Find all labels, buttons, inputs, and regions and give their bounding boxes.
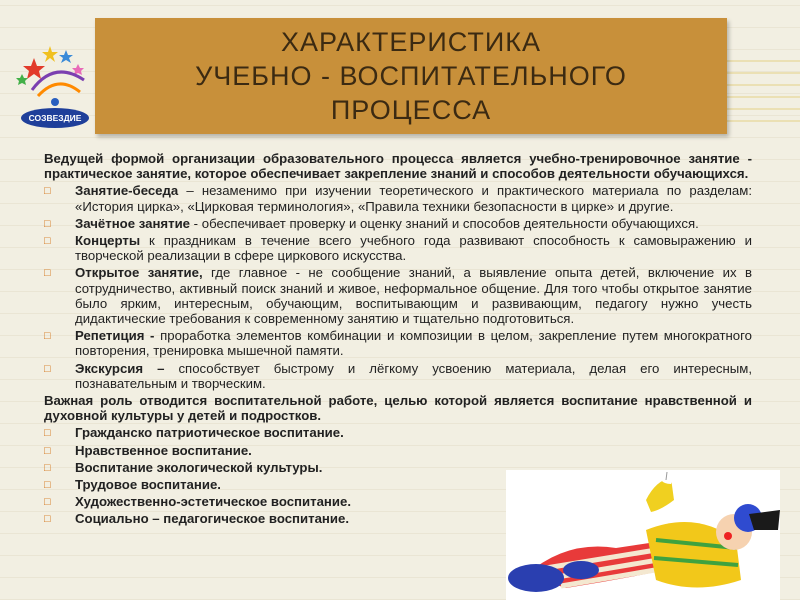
item-term: Концерты <box>75 233 141 249</box>
bullet-icon: □ <box>44 461 51 474</box>
bullet-icon: □ <box>44 217 51 230</box>
upbringing-text: Трудовое воспитание. <box>75 477 221 493</box>
item-text: – незаменимо при изучении теоретического и практического материала по разделам: «История цирка», «Цирковая терминология», «Правила техники безопасности в цирке» и другие. <box>75 183 752 214</box>
item-text: к праздникам в течение всего учебного года развивают способность к самовыражению и творческой реализации в сфере циркового искусства. <box>75 233 752 264</box>
bullet-icon: □ <box>44 513 51 526</box>
item-text: проработка элементов комбинации и композиции в целом, закрепление путем многократного повторения, тренировка мышечной памяти. <box>75 328 752 359</box>
item-text: где главное - не сообщение знаний, а выявление опыта детей, включение их в сотрудничество, активный поиск знаний и живое, неформальное общение. Для того чтобы открытое занятие было ярким, интересным, обучающим, воспитывающим и развивающим, педагогу нужно учесть дидактические требования к современному занятию и тщательно подготовиться. <box>75 265 752 327</box>
bullet-icon: □ <box>44 362 51 375</box>
item-term: Репетиция - <box>75 328 155 344</box>
item-term: Экскурсия – <box>75 360 165 376</box>
list-item <box>44 216 752 231</box>
bullet-icon: □ <box>44 267 51 280</box>
sozvezdie-logo <box>14 40 96 130</box>
bullet-icon: □ <box>44 427 51 440</box>
list-item <box>44 233 752 263</box>
title-box <box>95 18 727 134</box>
upbringing-text: Социально – педагогическое воспитание. <box>75 511 349 527</box>
list-item <box>44 361 752 391</box>
outro-paragraph: Важная роль отводится воспитательной работе, целью которой является воспитание нравственной и духовной культуры у детей и подростков. <box>44 393 752 424</box>
item-term: Открытое занятие, <box>75 265 203 281</box>
bullet-icon: □ <box>44 330 51 343</box>
title-line-2: УЧЕБНО - ВОСПИТАТЕЛЬНОГО <box>195 61 627 91</box>
logo-text: СОЗВЕЗДИЕ <box>28 113 82 123</box>
item-text: - обеспечивает проверку и оценку знаний и способов деятельности обучающихся. <box>190 215 699 231</box>
list-item <box>44 183 752 213</box>
list-item <box>44 265 752 326</box>
item-term: Зачётное занятие <box>75 215 191 231</box>
upbringing-text: Нравственное воспитание. <box>75 442 252 458</box>
title-line-1: ХАРАКТЕРИСТИКА <box>280 27 542 57</box>
bullet-icon: □ <box>44 185 51 198</box>
list-item <box>44 328 752 358</box>
decorative-stripes <box>720 60 800 130</box>
upbringing-text: Гражданско патриотическое воспитание. <box>75 425 344 441</box>
clown-image <box>506 470 780 600</box>
bullet-icon: □ <box>44 444 51 457</box>
bullet-icon: □ <box>44 479 51 492</box>
item-term: Занятие-беседа <box>75 183 179 199</box>
bullet-icon: □ <box>44 235 51 248</box>
item-text: способствует быстрому и лёгкому усвоению материала, делая его интересным, познавательным и творческим. <box>75 360 753 391</box>
intro-paragraph: Ведущей формой организации образовательного процесса является учебно-тренировочное занятие - практическое занятие, которое обеспечивает закрепление знаний и способов деятельности обучающихся. <box>44 151 752 182</box>
upbringing-item <box>44 443 752 458</box>
bullet-icon: □ <box>44 496 51 509</box>
upbringing-item <box>44 425 752 440</box>
upbringing-text: Художественно-эстетическое воспитание. <box>75 494 351 510</box>
upbringing-text: Воспитание экологической культуры. <box>75 459 323 475</box>
title-line-3: ПРОЦЕССА <box>330 95 492 125</box>
